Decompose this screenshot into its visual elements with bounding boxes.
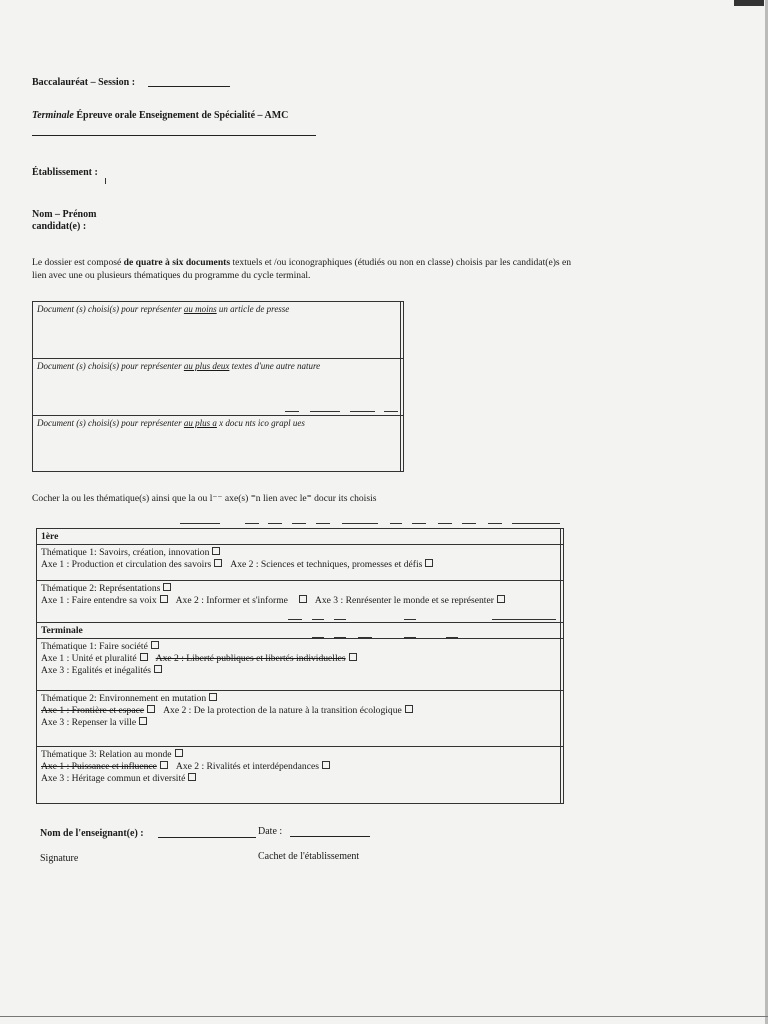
theme-environnement: Thématique 2: Environnement en mutation Axe 1 : Frontière et espace Axe 2 : De la protection de la nature à la transition écologique Axe 3 : Repenser la ville — [37, 691, 563, 747]
scan-dash — [312, 637, 324, 638]
session-label: Baccalauréat – Session : — [32, 77, 136, 88]
checkbox-tt3-axe3[interactable] — [188, 773, 196, 781]
checkbox-t1-axe2[interactable] — [425, 559, 433, 567]
theme-savoirs: Thématique 1: Savoirs, création, innovation Axe 1 : Production et circulation des savoirs Axe 2 : Sciences et techniques, promesses et défis — [37, 545, 563, 581]
checkbox-tt3-axe1[interactable] — [160, 761, 168, 769]
scan-dash — [438, 523, 452, 524]
scan-dash — [292, 523, 306, 524]
scan-dash — [268, 523, 282, 524]
scan-dash — [310, 411, 340, 412]
scan-dash — [446, 637, 458, 638]
signature-label: Signature — [40, 853, 79, 864]
scan-dash — [285, 411, 299, 412]
scan-dash — [390, 523, 402, 524]
scan-dash — [316, 523, 330, 524]
scan-dash — [350, 411, 375, 412]
scan-dash — [404, 637, 416, 638]
instruction-text: Cocher la ou les thématique(s) ainsi que la ou l⁻⁻ axe(s) ⁼n lien avec le⁼ docur its choisis — [32, 493, 377, 504]
document-row-iconographic: Document (s) choisi(s) pour représenter au plus a x docu nts ico grapl ues — [37, 418, 305, 428]
scan-dash — [334, 637, 346, 638]
documents-table — [32, 301, 404, 472]
checkbox-tt1-axe2[interactable] — [349, 653, 357, 661]
date-blank-line — [290, 836, 370, 837]
scan-dash — [384, 411, 398, 412]
intro-paragraph: Le dossier est composé de quatre à six documents textuels et /ou iconographiques (étudiés ou non en classe) choisis par les candidat(e)s en lien avec une ou plusieurs thématiques du programme du cycle terminal. — [32, 257, 572, 281]
scan-dash — [334, 619, 346, 620]
scan-dash — [245, 523, 259, 524]
first-year-header: 1ère — [37, 529, 563, 545]
school-label: Établissement : — [32, 167, 98, 178]
scan-dash — [462, 523, 476, 524]
exam-title-underline — [32, 135, 316, 136]
scan-dash — [512, 523, 560, 524]
checkbox-t2-axe3[interactable] — [497, 595, 505, 603]
theme-relation-monde: Thématique 3: Relation au monde Axe 1 : Puissance et influence Axe 2 : Rivalités et interdépendances Axe 3 : Héritage commun et diversité — [37, 747, 563, 805]
session-blank-line — [148, 86, 230, 87]
teacher-name-label: Nom de l'enseignant(e) : — [40, 828, 144, 839]
candidate-name-label: Nom – Prénom candidat(e) : — [32, 209, 97, 232]
theme-representations: Thématique 2: Représentations Axe 1 : Faire entendre sa voix Axe 2 : Informer et s'informe Axe 3 : Renrésenter le monde et se représenter — [37, 581, 563, 623]
scan-corner-mark — [734, 0, 764, 6]
checkbox-t2-axe1[interactable] — [160, 595, 168, 603]
teacher-name-blank-line — [158, 837, 256, 838]
themes-table — [36, 528, 564, 804]
scan-dash — [404, 619, 416, 620]
scan-mark — [105, 178, 106, 184]
checkbox-tt3-axe2[interactable] — [322, 761, 330, 769]
checkbox-tt2-axe2[interactable] — [405, 705, 413, 713]
checkbox-t2-axe2[interactable] — [299, 595, 307, 603]
scan-dash — [358, 637, 372, 638]
terminal-header: Terminale — [37, 623, 563, 639]
checkbox-t1-axe1[interactable] — [214, 559, 222, 567]
scan-dash — [412, 523, 426, 524]
document-row-other-texts: Document (s) choisi(s) pour représenter au plus deux textes d'une autre nature — [33, 359, 403, 416]
scan-dash — [312, 619, 324, 620]
checkbox-tt2-axe1[interactable] — [147, 705, 155, 713]
checkbox-t1[interactable] — [212, 547, 220, 555]
date-label: Date : — [258, 826, 283, 837]
scan-dash — [488, 523, 502, 524]
checkbox-tt2[interactable] — [209, 693, 217, 701]
document-row-press: Document (s) choisi(s) pour représenter au moins un article de presse — [33, 302, 403, 359]
stamp-label: Cachet de l'établissement — [258, 851, 360, 862]
scan-dash — [342, 523, 378, 524]
exam-title: Terminale Épreuve orale Enseignement de Spécialité – AMC — [32, 110, 289, 121]
checkbox-tt1-axe1[interactable] — [140, 653, 148, 661]
scan-bottom-edge — [0, 1016, 768, 1017]
theme-faire-societe: Thématique 1: Faire société Axe 1 : Unité et pluralité Axe 2 : Liberté publiques et libertés individuelles Axe 3 : Egalités et inégalités — [37, 639, 563, 691]
checkbox-tt1-axe3[interactable] — [154, 665, 162, 673]
scan-dash — [180, 523, 220, 524]
checkbox-tt3[interactable] — [175, 749, 183, 757]
scan-dash — [288, 619, 302, 620]
scan-dash — [492, 619, 556, 620]
checkbox-t2[interactable] — [163, 583, 171, 591]
checkbox-tt2-axe3[interactable] — [139, 717, 147, 725]
checkbox-tt1[interactable] — [151, 641, 159, 649]
